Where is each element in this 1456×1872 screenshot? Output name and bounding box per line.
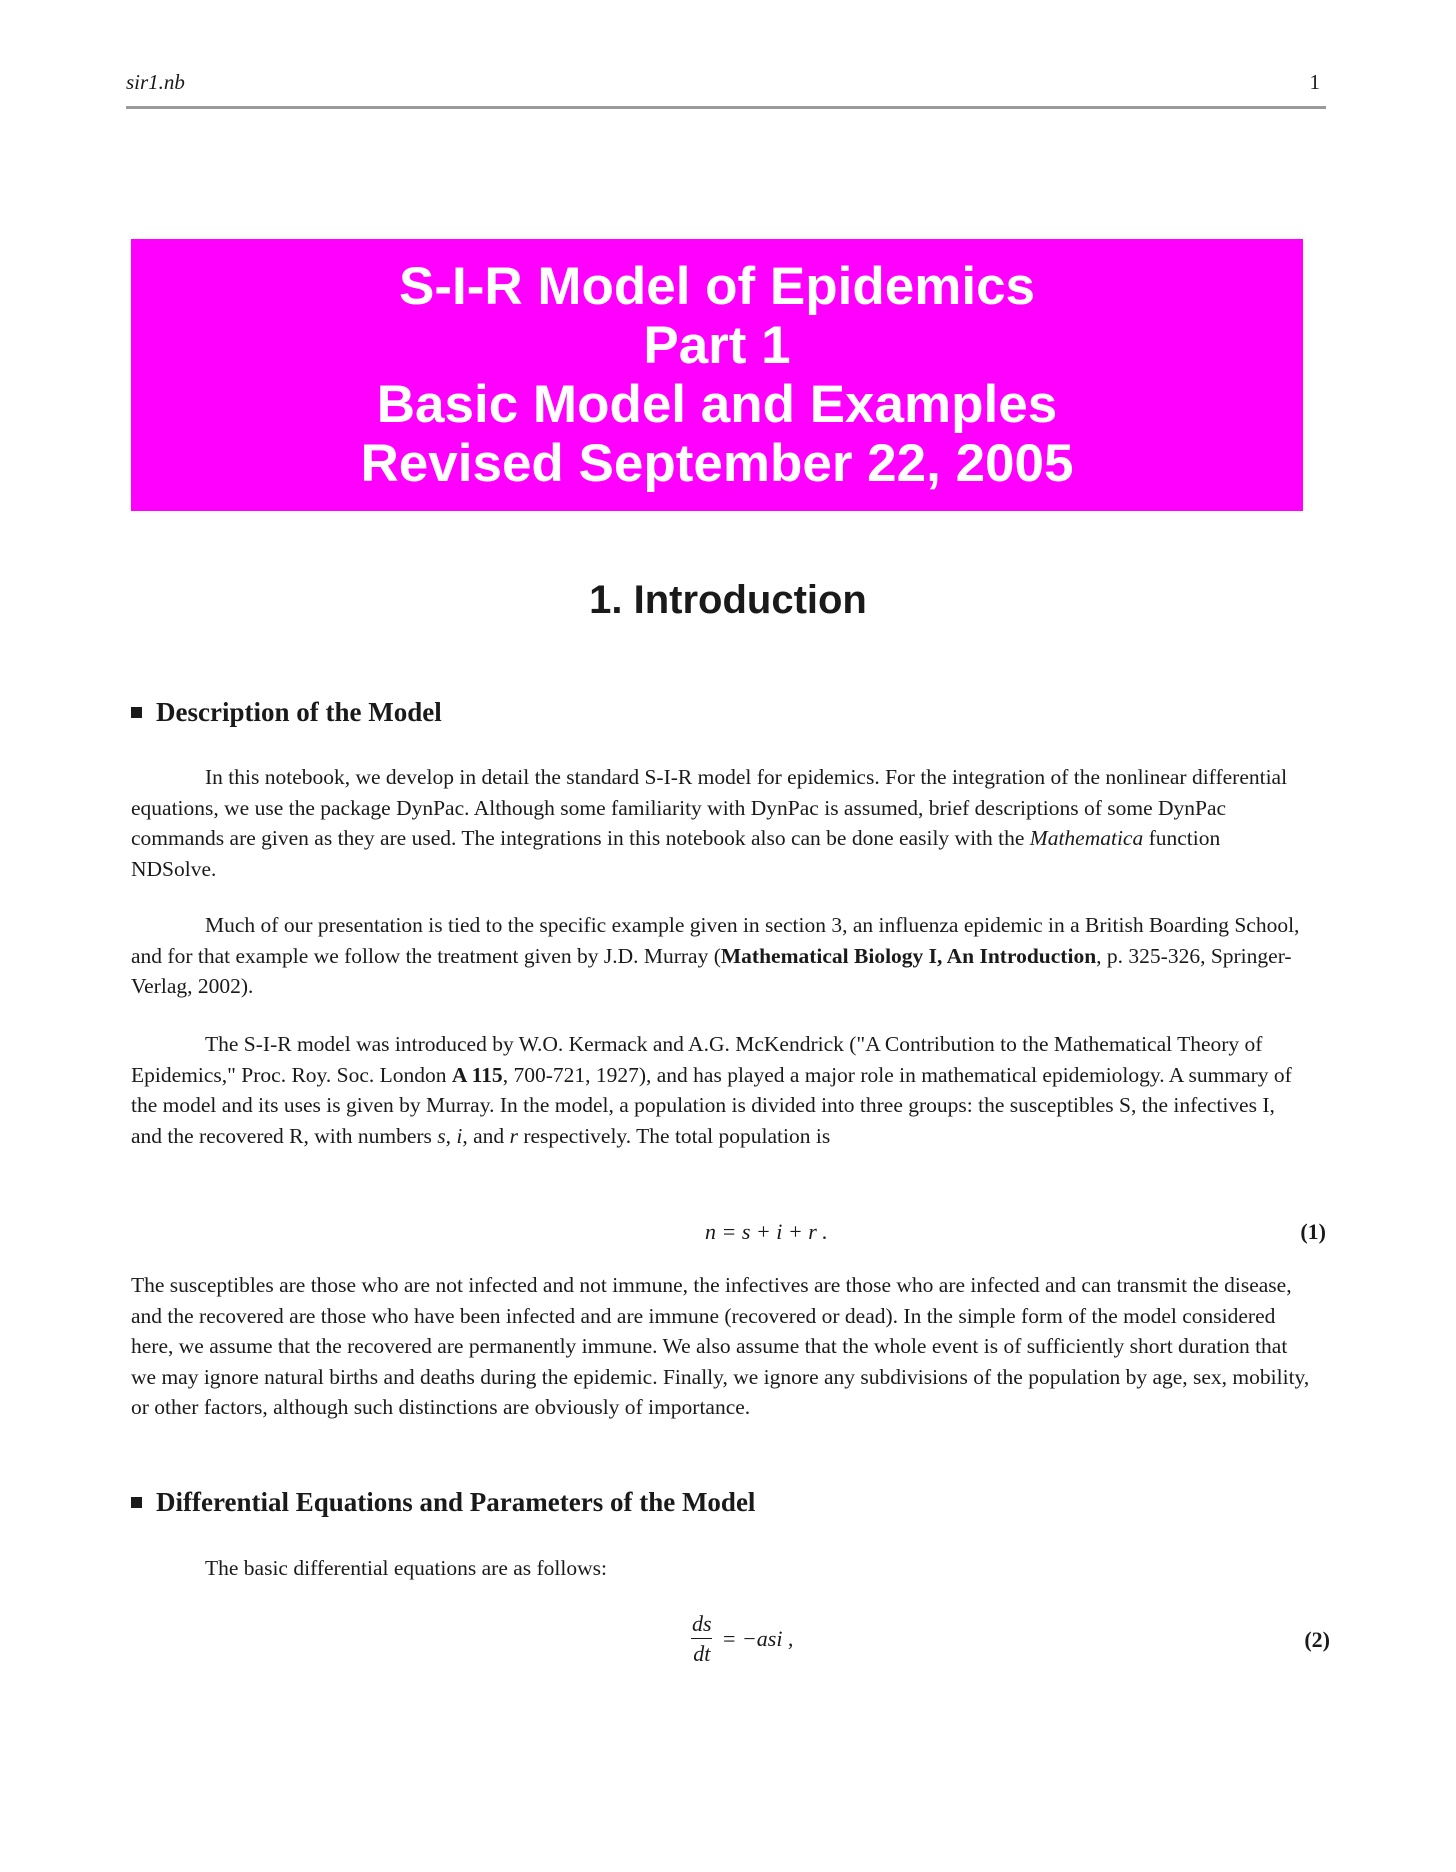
paragraph-history-text-c: , 700-721, 1927), and has played a major role in mathematical epidemiology. A summary of the model and its uses is given by Murray. In the model, a population is divided into three groups: the susceptibles S, the infectives I, and the recovered R, with numbers [131,1062,1292,1148]
subsection-equations-heading [131,1487,755,1518]
equation-2-number: (2) [1304,1627,1330,1652]
separator: , [445,1123,457,1148]
header-filename: sir1.nb [126,70,185,94]
paragraph-history-text-d: respectively. The total population is [517,1123,831,1148]
paragraph-history [131,1029,1311,1151]
equation-1: n = s + i + r . [705,1219,828,1244]
fraction-numerator: ds [692,1611,712,1636]
paragraph-basic-equations: The basic differential equations are as follows: [205,1556,607,1580]
var-i: i [456,1123,463,1148]
paragraph-definitions: The susceptibles are those who are not infected and not immune, the infectives are those who are infected and can transmit the disease, and the recovered are those who have been infected and are immune (recovered or dead). In the simple form of the model considered here, we assume that the recovered are permanently immune. We also assume that the whole event is of sufficiently short duration that we may ignore natural births and deaths during the epidemic. Finally, we ignore any subdivisions of the population by age, sex, mobility, or other factors, although such distinctions are obviously of importance. [131,1273,1310,1420]
journal-volume: A 115 [451,1062,503,1087]
fraction-denominator: dt [691,1638,712,1667]
equation-2-rhs: = −asi , [721,1626,794,1651]
fraction [690,1611,714,1667]
mathematica-term: Mathematica [1029,826,1144,851]
paragraph-history-text-a: The S-I-R model was introduced by W.O. Kermack and A.G. McKendrick ("A Contribution to the Mathematical Theory of Epidemics," Proc. Roy. Soc. London [131,1032,1263,1087]
subsection-equations-title: Differential Equations and Parameters of the Model [156,1487,756,1517]
equation-2 [690,1611,793,1667]
separator: , and [462,1123,510,1148]
bullet-icon [131,707,142,718]
header-page-number: 1 [1309,70,1320,94]
paragraph-example-text-c: , p. 325-326, Springer-Verlag, 2002). [131,943,1292,999]
title-banner [131,239,1303,511]
title-line-3: Basic Model and Examples [376,375,1058,434]
subsection-description-heading [131,697,442,728]
bullet-icon [131,1497,142,1508]
title-line-4: Revised September 22, 2005 [360,434,1074,493]
page-header [126,70,1326,109]
title-line-2: Part 1 [643,316,791,375]
paragraph-example-text-a: Much of our presentation is tied to the specific example given in section 3, an influenza epidemic in a British Boarding School, and for that example we follow the treatment given by J.D. Murray ( [131,913,1300,968]
subsection-description-title: Description of the Model [156,697,442,727]
book-title: Mathematical Biology I, An Introduction [720,943,1097,968]
title-line-1: S-I-R Model of Epidemics [398,257,1036,316]
paragraph-intro-text-a: In this notebook, we develop in detail the standard S-I-R model for epidemics. For the integration of the nonlinear differential equations, we use the package DynPac. Although some familiarity with DynPac is assumed, brief descriptions of some DynPac commands are given as they are used. The integrations in this notebook also can be done easily with the [131,765,1288,851]
var-r: r [509,1123,518,1148]
section-heading: 1. Introduction [589,578,867,622]
var-s: s [437,1123,446,1148]
paragraph-intro [131,762,1311,884]
equation-1-number: (1) [1300,1219,1326,1244]
paragraph-example [131,910,1311,1002]
paragraph-intro-text-c: function NDSolve. [131,826,1221,881]
